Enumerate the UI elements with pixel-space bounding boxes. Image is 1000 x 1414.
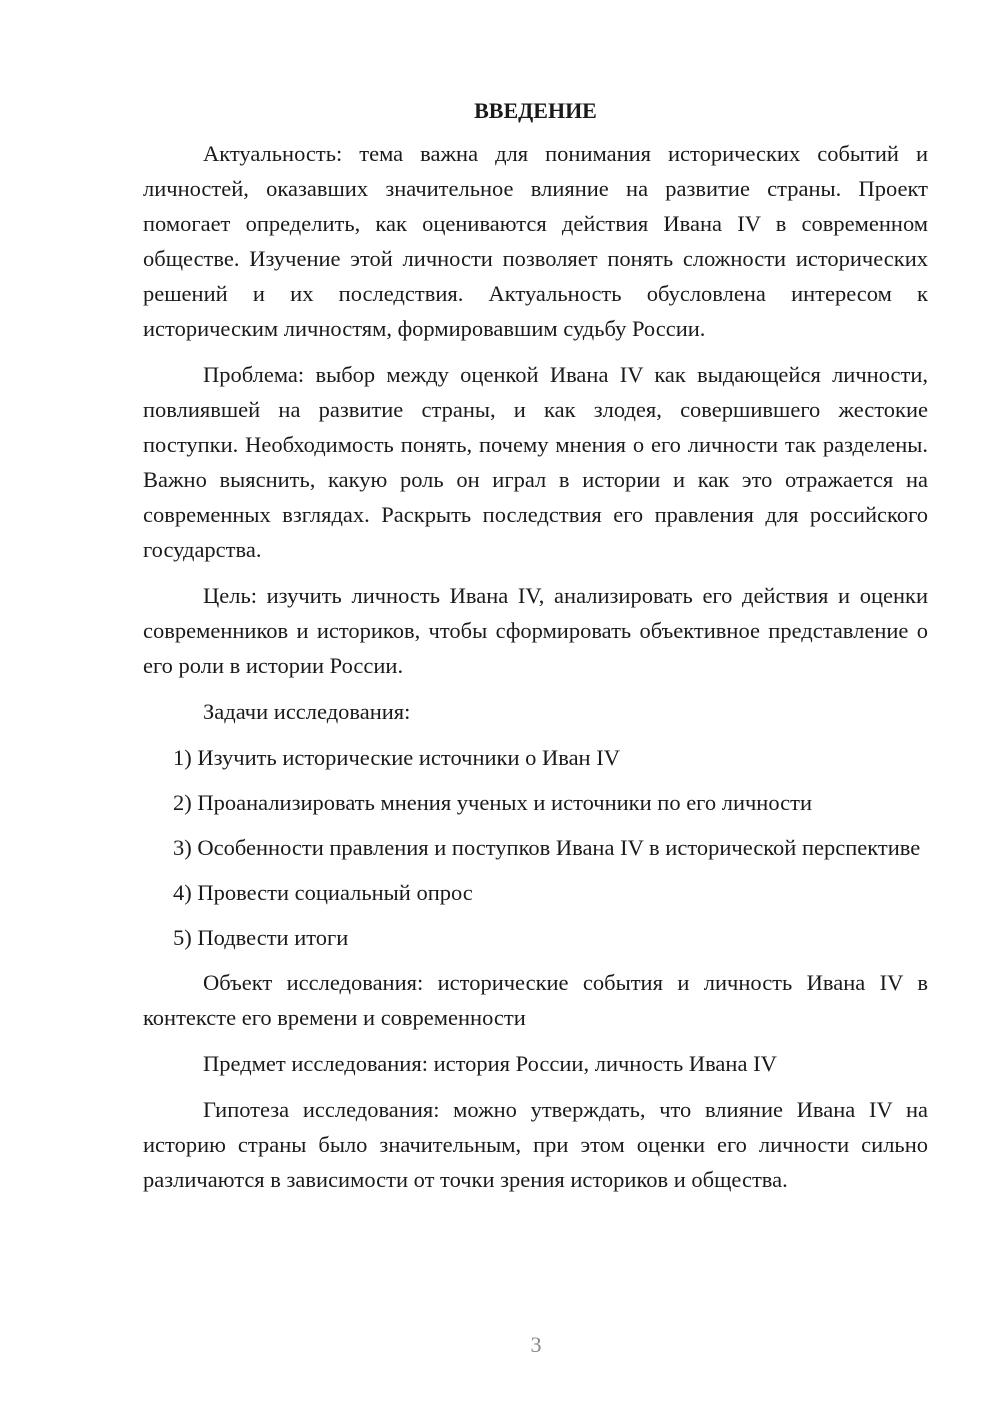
paragraph-relevance: Актуальность: тема важна для понимания исторических событий и личностей, оказавших значительное влияние на развитие страны. Проект помогает определить, как оцениваются действия Ивана IV в современном обществе. Изучение этой личности позволяет понять сложности исторических решений и их последствия. Актуальность обусловлена интересом к историческим личностям, формировавшим судьбу России. — [143, 141, 928, 341]
list-item: 2) Проанализировать мнения ученых и источники по его личности — [173, 790, 813, 815]
list-item: 1) Изучить исторические источники о Иван IV — [173, 745, 620, 770]
paragraph-goal: Цель: изучить личность Ивана IV, анализировать его действия и оценки современников и историков, чтобы сформировать объективное представление о его роли в истории России. — [143, 583, 928, 678]
paragraph-object: Объект исследования: исторические события и личность Ивана IV в контексте его времени и современности — [143, 970, 928, 1030]
paragraph-hypothesis: Гипотеза исследования: можно утверждать, что влияние Ивана IV на историю страны было значительным, при этом оценки его личности сильно различаются в зависимости от точки зрения историков и общества. — [143, 1097, 928, 1192]
list-item: 3) Особенности правления и поступков Ивана IV в исторической перспективе — [173, 835, 921, 860]
tasks-title: Задачи исследования: — [203, 699, 411, 724]
list-item: 5) Подвести итоги — [173, 925, 349, 950]
page-number: 3 — [530, 1332, 542, 1357]
paragraph-subject: Предмет исследования: история России, личность Ивана IV — [203, 1051, 777, 1076]
paragraph-problem: Проблема: выбор между оценкой Ивана IV как выдающейся личности, повлиявшей на развитие страны, и как злодея, совершившего жестокие поступки. Необходимость понять, почему мнения о его личности так разделены. Важно выяснить, какую роль он играл в истории и как это отражается на современных взглядах. Раскрыть последствия его правления для российского государства. — [143, 362, 928, 562]
list-item: 4) Провести социальный опрос — [173, 880, 473, 905]
tasks-list — [143, 740, 928, 955]
section-heading: ВВЕДЕНИЕ — [474, 98, 597, 123]
page-content — [143, 96, 928, 1208]
